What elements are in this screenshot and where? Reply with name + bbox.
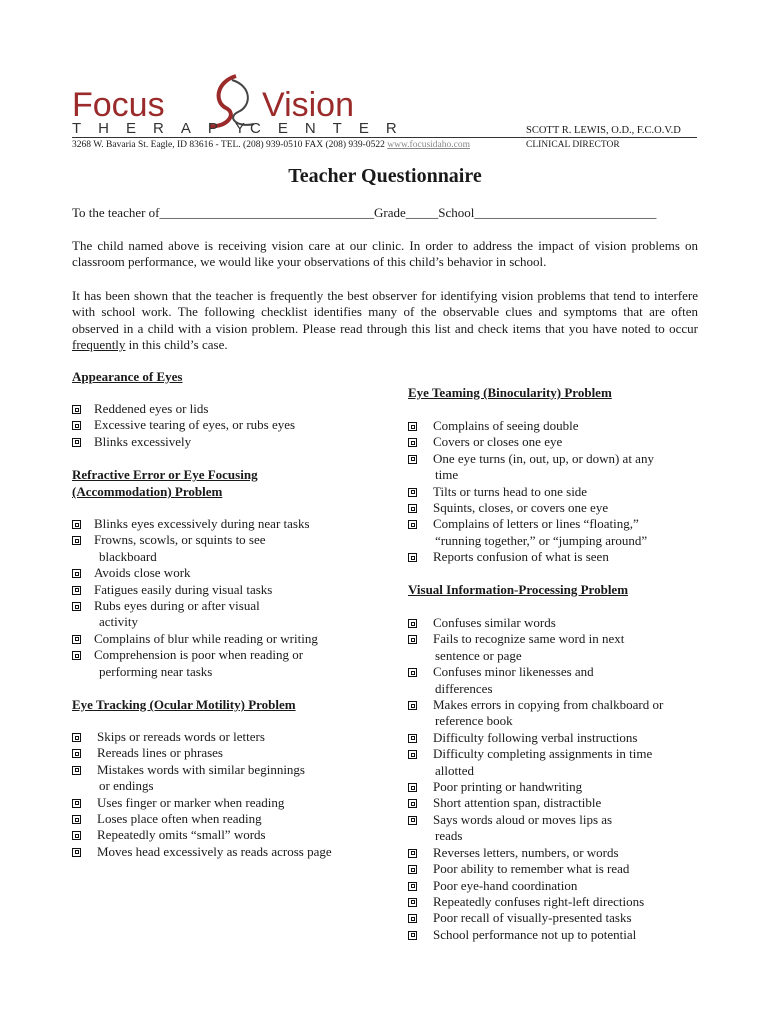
- website-link[interactable]: www.focusidaho.com: [387, 140, 470, 150]
- checklist-item: [72, 532, 372, 565]
- checklist-item-label: Complains of blur while reading or writing: [94, 630, 318, 646]
- checklist-item-label: reference book: [435, 713, 513, 729]
- checklist-item-label: Skips or rereads words or letters: [97, 729, 265, 744]
- checklist-item-label: allotted: [435, 762, 474, 778]
- checkbox-icon[interactable]: [72, 536, 81, 545]
- checklist-item-label: activity: [99, 614, 138, 630]
- logo-vision-text: Vision: [262, 86, 354, 124]
- intro-paragraph-2: [72, 288, 698, 354]
- intro-2-text-c: in this child’s case.: [125, 337, 228, 353]
- header-rule: [72, 137, 697, 138]
- checklist-item-label: Fatigues easily during visual tasks: [94, 581, 273, 597]
- checklist-item: [72, 827, 392, 843]
- checkbox-icon[interactable]: [408, 455, 417, 464]
- checklist-item: [72, 401, 372, 417]
- checklist-item-label: “running together,” or “jumping around”: [435, 532, 648, 548]
- checkbox-icon[interactable]: [72, 799, 81, 808]
- checklist-item-label: sentence or page: [435, 647, 522, 663]
- checklist-item-label: reads: [435, 828, 463, 844]
- checklist-item-label: differences: [435, 680, 493, 696]
- checkbox-icon[interactable]: [408, 422, 417, 431]
- logo-focus-text: Focus: [72, 86, 165, 124]
- teacher-info-line: To the teacher of_________________________________Grade_____School____________________________: [72, 205, 657, 220]
- checklist-item: [72, 795, 392, 811]
- checklist-item: [72, 516, 372, 532]
- checklist-item-label: Difficulty following verbal instructions: [433, 729, 638, 745]
- checklist-item: [408, 434, 698, 450]
- checklist-item-label: Poor eye-hand coordination: [433, 877, 578, 893]
- checklist-item: [408, 484, 698, 500]
- checkbox-icon[interactable]: [408, 914, 417, 923]
- checklist-item-label: Reports confusion of what is seen: [433, 549, 609, 565]
- checklist-item: [72, 582, 372, 598]
- checkbox-icon[interactable]: [72, 766, 81, 775]
- checklist-item-label: Avoids close work: [94, 565, 191, 581]
- checklist-item-label: Poor printing or handwriting: [433, 779, 583, 795]
- checklist-item-label: Blinks eyes excessively during near tasks: [94, 516, 310, 531]
- checklist-refractive: [72, 516, 372, 680]
- checklist-item: [408, 812, 698, 845]
- checklist-item: [408, 418, 698, 434]
- checklist-item: [72, 811, 392, 827]
- checklist-item: [408, 631, 698, 664]
- checklist-item-label: Loses place often when reading: [97, 811, 262, 827]
- checklist-item-label: Short attention span, distractible: [433, 795, 602, 811]
- checklist-item: [408, 894, 698, 910]
- checklist-item-label: Confuses similar words: [433, 615, 556, 630]
- heading-refractive-2: (Accommodation) Problem: [72, 484, 223, 499]
- checklist-item-label: Fails to recognize same word in next: [433, 631, 625, 647]
- checklist-item-label: Uses finger or marker when reading: [97, 794, 285, 810]
- checkbox-icon[interactable]: [408, 635, 417, 644]
- heading-refractive-1: Refractive Error or Eye Focusing: [72, 467, 258, 482]
- checkbox-icon[interactable]: [408, 931, 417, 940]
- checkbox-icon[interactable]: [408, 668, 417, 677]
- checkbox-icon[interactable]: [72, 635, 81, 644]
- checklist-item-label: Tilts or turns head to one side: [433, 483, 588, 499]
- checkbox-icon[interactable]: [72, 405, 81, 414]
- checklist-item: [408, 516, 698, 549]
- checkbox-icon[interactable]: [408, 799, 417, 808]
- checklist-item: [408, 927, 698, 943]
- checklist-item-label: Says words aloud or moves lips as: [433, 811, 613, 827]
- checklist-item-label: Squints, closes, or covers one eye: [433, 500, 609, 516]
- checkbox-icon[interactable]: [408, 750, 417, 759]
- checkbox-icon[interactable]: [408, 865, 417, 874]
- checkbox-icon[interactable]: [408, 734, 417, 743]
- director-name: SCOTT R. LEWIS, O.D., F.C.O.V.D: [526, 125, 681, 136]
- checkbox-icon[interactable]: [72, 421, 81, 430]
- address-text: 3268 W. Bavaria St. Eagle, ID 83616 - TEL. (208) 939-0510 FAX (208) 939-0522: [72, 140, 385, 150]
- checklist-item-label: Complains of letters or lines “floating,”: [433, 516, 639, 532]
- checkbox-icon[interactable]: [72, 733, 81, 742]
- checklist-item: [408, 861, 698, 877]
- checklist-item-label: Repeatedly confuses right-left directions: [433, 893, 645, 909]
- checkbox-icon[interactable]: [408, 816, 417, 825]
- checkbox-icon[interactable]: [72, 651, 81, 660]
- checklist-item: [408, 500, 698, 516]
- checkbox-icon[interactable]: [72, 569, 81, 578]
- checklist-item: [408, 697, 698, 730]
- checklist-item-label: or endings: [99, 778, 154, 794]
- heading-appearance-of-eyes: Appearance of Eyes: [72, 369, 183, 384]
- checklist-item-label: Poor ability to remember what is read: [433, 861, 630, 877]
- checklist-item-label: Rereads lines or phrases: [97, 745, 223, 761]
- checklist-item-label: Reverses letters, numbers, or words: [433, 844, 619, 860]
- checklist-tracking: [72, 729, 392, 860]
- checklist-item: [408, 910, 698, 926]
- checklist-item: [408, 615, 698, 631]
- checklist-item: [72, 844, 392, 860]
- checkbox-icon[interactable]: [408, 701, 417, 710]
- checkbox-icon[interactable]: [408, 849, 417, 858]
- heading-eye-tracking: Eye Tracking (Ocular Motility) Problem: [72, 697, 296, 712]
- director-title: CLINICAL DIRECTOR: [526, 140, 620, 150]
- checklist-item: [408, 746, 698, 779]
- checkbox-icon[interactable]: [72, 586, 81, 595]
- checkbox-icon[interactable]: [72, 815, 81, 824]
- checklist-item-label: Frowns, scowls, or squints to see: [94, 532, 266, 548]
- checklist-item-label: Rubs eyes during or after visual: [94, 598, 260, 614]
- checkbox-icon[interactable]: [408, 488, 417, 497]
- checkbox-icon[interactable]: [72, 520, 81, 529]
- checkbox-icon[interactable]: [72, 831, 81, 840]
- checklist-item-label: Poor recall of visually-presented tasks: [433, 910, 632, 926]
- checklist-item: [72, 598, 372, 631]
- checkbox-icon[interactable]: [408, 504, 417, 513]
- checklist-item-label: performing near tasks: [99, 663, 213, 679]
- checklist-item-label: Complains of seeing double: [433, 418, 579, 433]
- checklist-item-label: Comprehension is poor when reading or: [94, 647, 304, 663]
- checkbox-icon[interactable]: [72, 438, 81, 447]
- logo-subtitle-therapy: THERAPY: [72, 120, 262, 137]
- checklist-item-label: Makes errors in copying from chalkboard or: [433, 697, 664, 713]
- checklist-item-label: Difficulty completing assignments in time: [433, 746, 653, 762]
- checklist-item: [408, 730, 698, 746]
- intro-paragraph-1: The child named above is receiving vision care at our clinic. In order to address the impact of vision problems on classroom performance, we would like your observations of this child’s behavior in school.: [72, 238, 698, 270]
- checkbox-icon[interactable]: [408, 553, 417, 562]
- checklist-processing: [408, 615, 698, 943]
- checklist-item-label: Blinks excessively: [94, 433, 192, 449]
- checkbox-icon[interactable]: [72, 848, 81, 857]
- checkbox-icon[interactable]: [408, 438, 417, 447]
- clinic-address: [72, 140, 470, 150]
- heading-visual-processing: Visual Information-Processing Problem: [408, 582, 629, 597]
- checklist-item-label: Covers or closes one eye: [433, 434, 563, 450]
- checklist-appearance: [72, 401, 372, 450]
- intro-2-text-a: It has been shown that the teacher is frequently the best observer for identifying vision problems that tend to interfere with school work. The following checklist identifies many of the observable clues and symptoms that are often observed in a child with a vision problem. Please read through this list and check items that you have noted to occur: [72, 288, 698, 336]
- checklist-item: [408, 795, 698, 811]
- checkbox-icon[interactable]: [408, 882, 417, 891]
- checklist-item: [72, 745, 392, 761]
- checklist-item-label: One eye turns (in, out, up, or down) at any: [433, 450, 654, 466]
- checkbox-icon[interactable]: [408, 619, 417, 628]
- checklist-item: [72, 762, 392, 795]
- checklist-item-label: blackboard: [99, 548, 157, 564]
- heading-eye-teaming: Eye Teaming (Binocularity) Problem: [408, 385, 612, 400]
- checkbox-icon[interactable]: [408, 898, 417, 907]
- checklist-item: [408, 451, 698, 484]
- checklist-item: [72, 729, 392, 745]
- checklist-teaming: [408, 418, 698, 566]
- checklist-item-label: Mistakes words with similar beginnings: [97, 761, 305, 777]
- checkbox-icon[interactable]: [408, 783, 417, 792]
- checklist-item-label: time: [435, 467, 459, 483]
- checklist-item: [72, 434, 372, 450]
- checklist-item: [72, 565, 372, 581]
- intro-2-emphasis: frequently: [72, 337, 126, 353]
- checkbox-icon[interactable]: [408, 520, 417, 529]
- checklist-item: [408, 664, 698, 697]
- checklist-item: [72, 631, 372, 647]
- checklist-item: [72, 417, 372, 433]
- checklist-item-label: Repeatedly omits “small” words: [97, 827, 266, 843]
- checklist-item: [408, 845, 698, 861]
- checklist-item: [72, 647, 372, 680]
- logo-subtitle-center: CENTER: [250, 120, 414, 137]
- checklist-item-label: School performance not up to potential: [433, 926, 637, 942]
- checklist-item: [408, 549, 698, 565]
- checklist-item-label: Confuses minor likenesses and: [433, 664, 594, 680]
- checkbox-icon[interactable]: [72, 749, 81, 758]
- checkbox-icon[interactable]: [72, 602, 81, 611]
- checklist-item-label: Reddened eyes or lids: [94, 401, 209, 416]
- checklist-item-label: Moves head excessively as reads across page: [97, 843, 332, 859]
- checklist-item: [408, 779, 698, 795]
- page-title: Teacher Questionnaire: [288, 165, 482, 187]
- checklist-item: [408, 878, 698, 894]
- checklist-item-label: Excessive tearing of eyes, or rubs eyes: [94, 417, 296, 433]
